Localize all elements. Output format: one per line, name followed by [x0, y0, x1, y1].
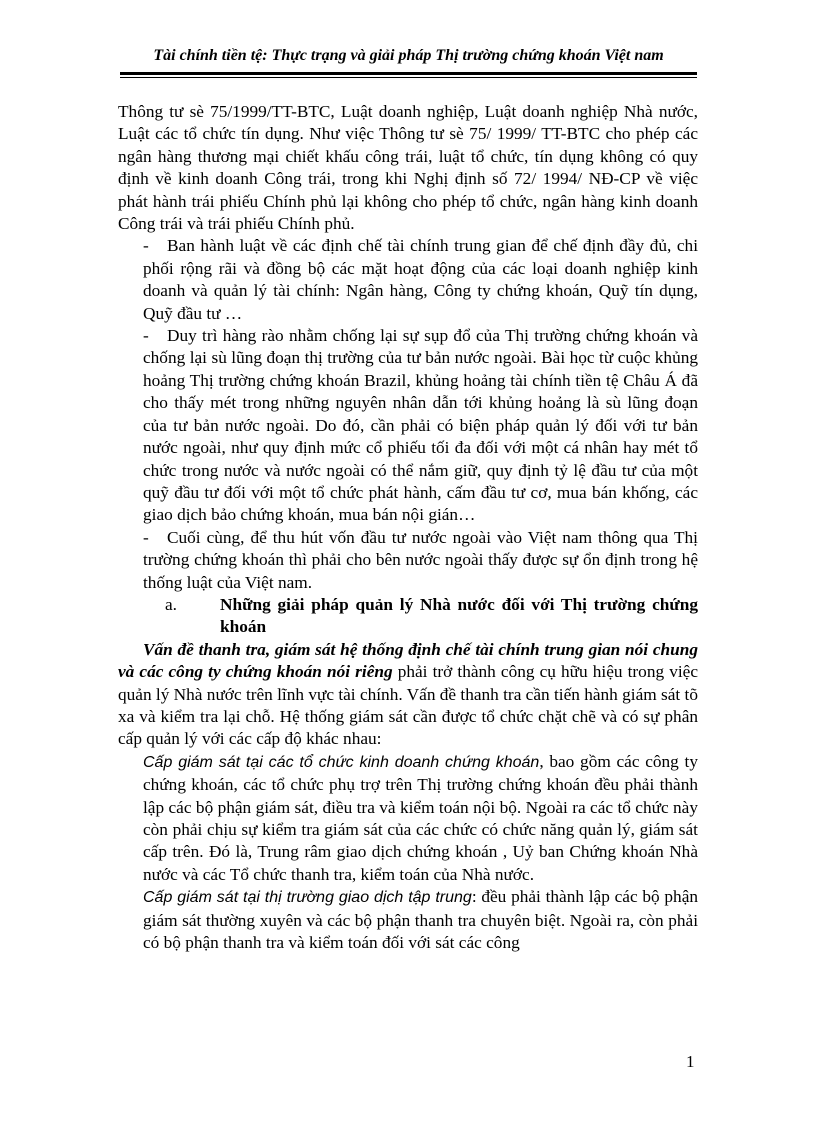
paragraph-supervision [118, 639, 698, 751]
bullet-item [118, 325, 698, 527]
paragraph-legal-framework: Thông tư sè 75/1999/TT-BTC, Luật doanh nghiệp, Luật doanh nghiệp Nhà nước, Luật các tổ chức tín dụng. Như việc Thông tư sè 75/ 1999/ TT-BTC cho phép các ngân hàng thương mại chiết khấu công trái, luật tổ chức, tín dụng không có quy định về kinh doanh Công trái, trong khi Nghị định số 72/ 1994/ NĐ-CP về việc phát hành trái phiếu Chính phủ lại không cho phép tổ chức, ngân hàng kinh doanh Công trái và trái phiếu Chính phủ. [118, 102, 698, 234]
bullet-text: Ban hành luật về các định chế tài chính trung gian để chế định đầy đủ, chi phối rộng rãi và đồng bộ các mặt hoạt động của các loại doanh nghiệp kinh doanh và quản lý tài chính: Ngân hàng, Công ty chứng khoán, Quỹ tín dụng, Quỹ đầu tư … [143, 236, 698, 323]
level-title: Cấp giám sát tại các tổ chức kinh doanh chứng khoán [143, 753, 540, 771]
emphasis-text: Vấn đề thanh tra, giám sát hệ thống định chế tài chính trung gian nói chung và các công ty chứng khoán nói riêng [118, 639, 698, 682]
header-rule-thin [120, 77, 697, 78]
page-number: 1 [686, 1052, 695, 1071]
header-rule-thick [120, 72, 697, 75]
level-text: : đều phải thành lập các bộ phận giám sát thường xuyên và các bộ phận thanh tra chuyên biệt. Ngoài ra, còn phải có bộ phận thanh tra và kiểm toán đối với sát các công [143, 887, 699, 953]
paragraph-text: phải trở thành công cụ hữu hiệu trong việc quản lý Nhà nước trên lĩnh vực tài chính. Vấn đề thanh tra cần tiến hành giám sát tõ xa và kiểm tra lại chỗ. Hệ thống giám sát cần được tổ chức chặt chẽ và có sự phân cấp quản lý với các cấp độ khác nhau: [118, 662, 698, 749]
bullet-dash: - [143, 527, 149, 547]
bullet-text: Duy trì hàng rào nhằm chống lại sự sụp đổ của Thị trường chứng khoán và chống lại sù lũng đoạn thị trường của tư bản nước ngoài. Bài học từ cuộc khủng hoảng Thị trường chứng khoán Brazil, khủng hoảng tài chính tiền tệ Châu Á đã cho thấy mét trong những nguyên nhân dẫn tới khủng hoảng là sù lũng đoạn của tư bản nước ngoài. Do đó, cần phải có biện pháp quản lý đối với tư bản nước ngoài, như quy định mức cổ phiếu tối đa đối với một cá nhân hay mét tổ chức trong nước và nước ngoài có thể nắm giữ, quy định tỷ lệ đầu tư của một quỹ đầu tư đối với một tổ chức phát hành, cấm đầu tư cơ, mua bán khống, các giao dịch bảo chứng khoán, mua bán nội gián… [143, 326, 698, 525]
supervision-level-2 [118, 886, 698, 954]
section-heading [118, 594, 698, 639]
bullet-dash: - [143, 326, 149, 346]
section-number: a. [165, 594, 177, 614]
bullet-dash: - [143, 236, 149, 256]
section-title: Những giải pháp quản lý Nhà nước đối với Thị trường chứng khoán [220, 594, 698, 637]
supervision-level-1 [118, 751, 698, 886]
bullet-item [118, 527, 698, 594]
level-text: , bao gồm các công ty chứng khoán, các tổ chức phụ trợ trên Thị trường chứng khoán đều phải thành lập các bộ phận giám sát, điều tra và kiểm toán nội bộ. Ngoài ra các tổ chức này còn phải chịu sự kiểm tra giám sát của các chức có chức năng quản lý, giám sát cấp trên. Đó là, Trung râm giao dịch chứng khoán , Uỷ ban Chứng khoán Nhà nước và các Tổ chức thanh tra, kiểm toán của Nhà nước. [143, 751, 698, 884]
level-title: Cấp giám sát tại thị trường giao dịch tập trung [143, 889, 472, 907]
bullet-text: Cuối cùng, để thu hút vốn đầu tư nước ngoài vào Việt nam thông qua Thị trường chứng khoán thì phải cho bên nước ngoài thấy được sự ổn định trong hệ thống luật của Việt nam. [143, 527, 698, 592]
running-header: Tài chính tiền tệ: Thực trạng và giải pháp Thị trường chứng khoán Việt nam [153, 47, 664, 64]
bullet-item [118, 235, 698, 325]
page-body [118, 101, 698, 954]
